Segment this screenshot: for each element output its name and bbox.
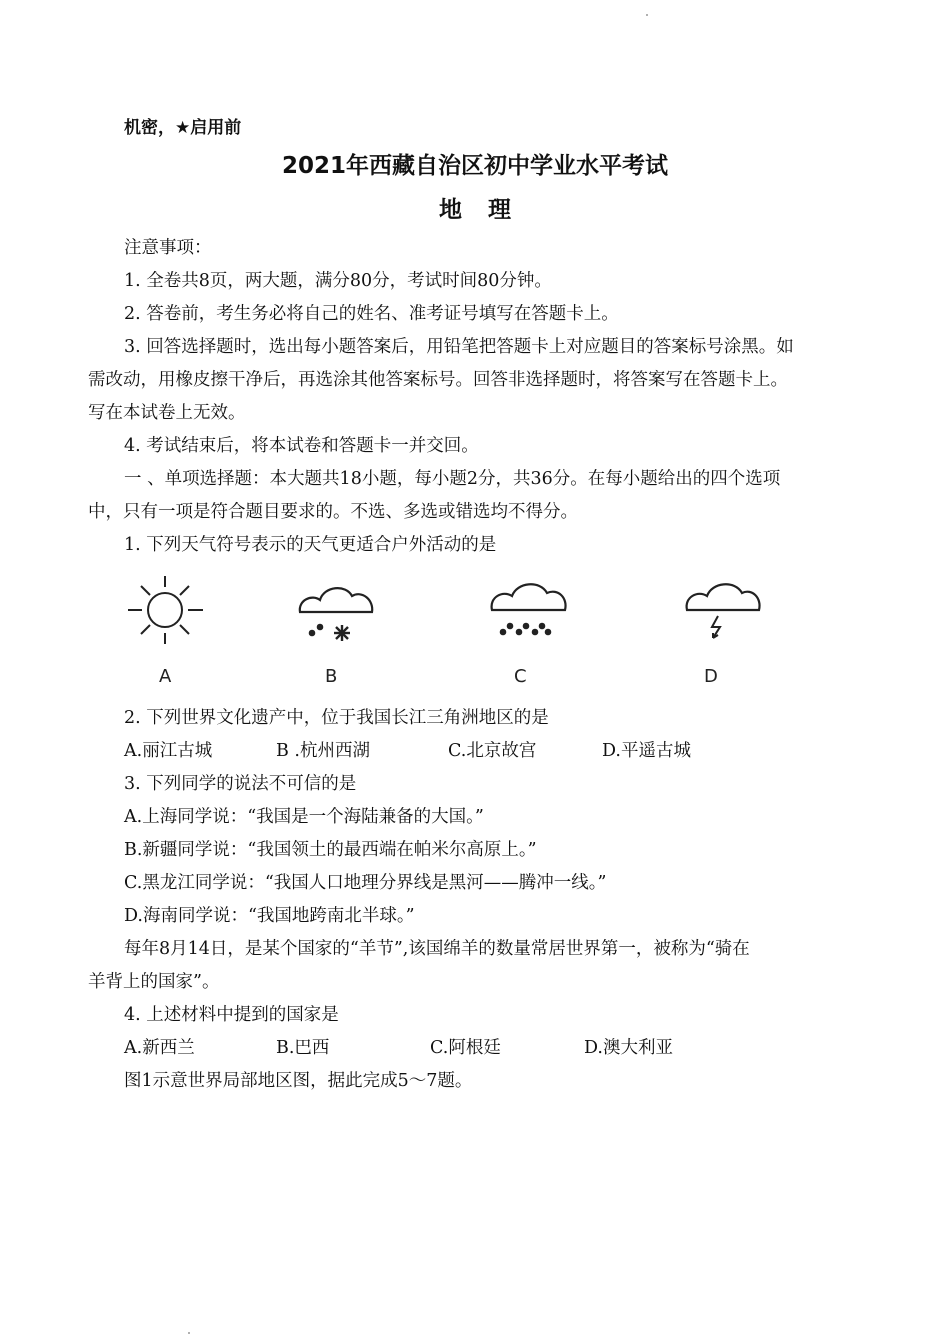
q3-option-b: B.新疆同学说：“我国领土的最西端在帕米尔高原上。” [124, 840, 537, 860]
notice-item: 3. 回答选择题时，选出每小题答案后，用铅笔把答题卡上对应题目的答案标号涂黑。如 [124, 337, 794, 357]
q2-option-b: B .杭州西湖 [276, 741, 370, 761]
weather-symbols-figure [0, 570, 950, 700]
section-instructions-cont: 中，只有一项是符合题目要求的。不选、多选或错选均不得分。 [88, 502, 578, 522]
section-instructions: 一 、单项选择题：本大题共18小题，每小题2分，共36分。在每小题给出的四个选项 [124, 469, 781, 489]
q4-option-d: D.澳大利亚 [584, 1038, 673, 1058]
option-b-label: B [325, 666, 338, 687]
q4-option-c: C.阿根廷 [430, 1038, 501, 1058]
thunderstorm-icon [687, 584, 760, 638]
scan-dot [188, 1332, 190, 1334]
notice-item-cont: 需改动，用橡皮擦干净后，再选涂其他答案标号。回答非选择题时，将答案写在答题卡上。 [88, 370, 788, 390]
heavy-rain-icon [492, 584, 566, 634]
sun-icon [128, 576, 203, 644]
notice-item: 4. 考试结束后，将本试卷和答题卡一并交回。 [124, 436, 479, 456]
q2-option-c: C.北京故宫 [448, 741, 537, 761]
question-2-stem: 2. 下列世界文化遗产中，位于我国长江三角洲地区的是 [124, 708, 549, 728]
confidential-mark: 机密，★启用前 [124, 118, 242, 138]
notice-heading: 注意事项： [124, 238, 212, 258]
q4-option-b: B.巴西 [276, 1038, 330, 1058]
option-d-label: D [704, 666, 718, 687]
question-4-stem: 4. 上述材料中提到的国家是 [124, 1005, 339, 1025]
q3-option-d: D.海南同学说：“我国地跨南北半球。” [124, 906, 415, 926]
subject-title: 地理 [439, 197, 537, 223]
material-text: 每年8月14日，是某个国家的“羊节”,该国绵羊的数量常居世界第一，被称为“骑在 [124, 939, 750, 959]
q4-option-a: A.新西兰 [124, 1038, 195, 1058]
scan-dot [646, 14, 648, 16]
material-text-cont: 羊背上的国家”。 [88, 972, 220, 992]
question-3-stem: 3. 下列同学的说法不可信的是 [124, 774, 357, 794]
q3-option-c: C.黑龙江同学说：“我国人口地理分界线是黑河——腾冲一线。” [124, 873, 607, 893]
q3-option-a: A.上海同学说：“我国是一个海陆兼备的大国。” [124, 807, 484, 827]
notice-item: 2. 答卷前，考生务必将自己的姓名、准考证号填写在答题卡上。 [124, 304, 619, 324]
rain-snow-icon [300, 588, 372, 641]
notice-item-cont: 写在本试卷上无效。 [88, 403, 246, 423]
q2-option-d: D.平遥古城 [602, 741, 691, 761]
question-1-stem: 1. 下列天气符号表示的天气更适合户外活动的是 [124, 535, 497, 555]
option-a-label: A [159, 666, 172, 687]
q2-option-a: A.丽江古城 [124, 741, 213, 761]
figure-intro: 图1示意世界局部地区图，据此完成5～7题。 [124, 1071, 473, 1091]
option-c-label: C [514, 666, 527, 687]
notice-item: 1. 全卷共8页，两大题，满分80分，考试时间80分钟。 [124, 271, 552, 291]
exam-title: 2021年西藏自治区初中学业水平考试 [281, 153, 668, 179]
